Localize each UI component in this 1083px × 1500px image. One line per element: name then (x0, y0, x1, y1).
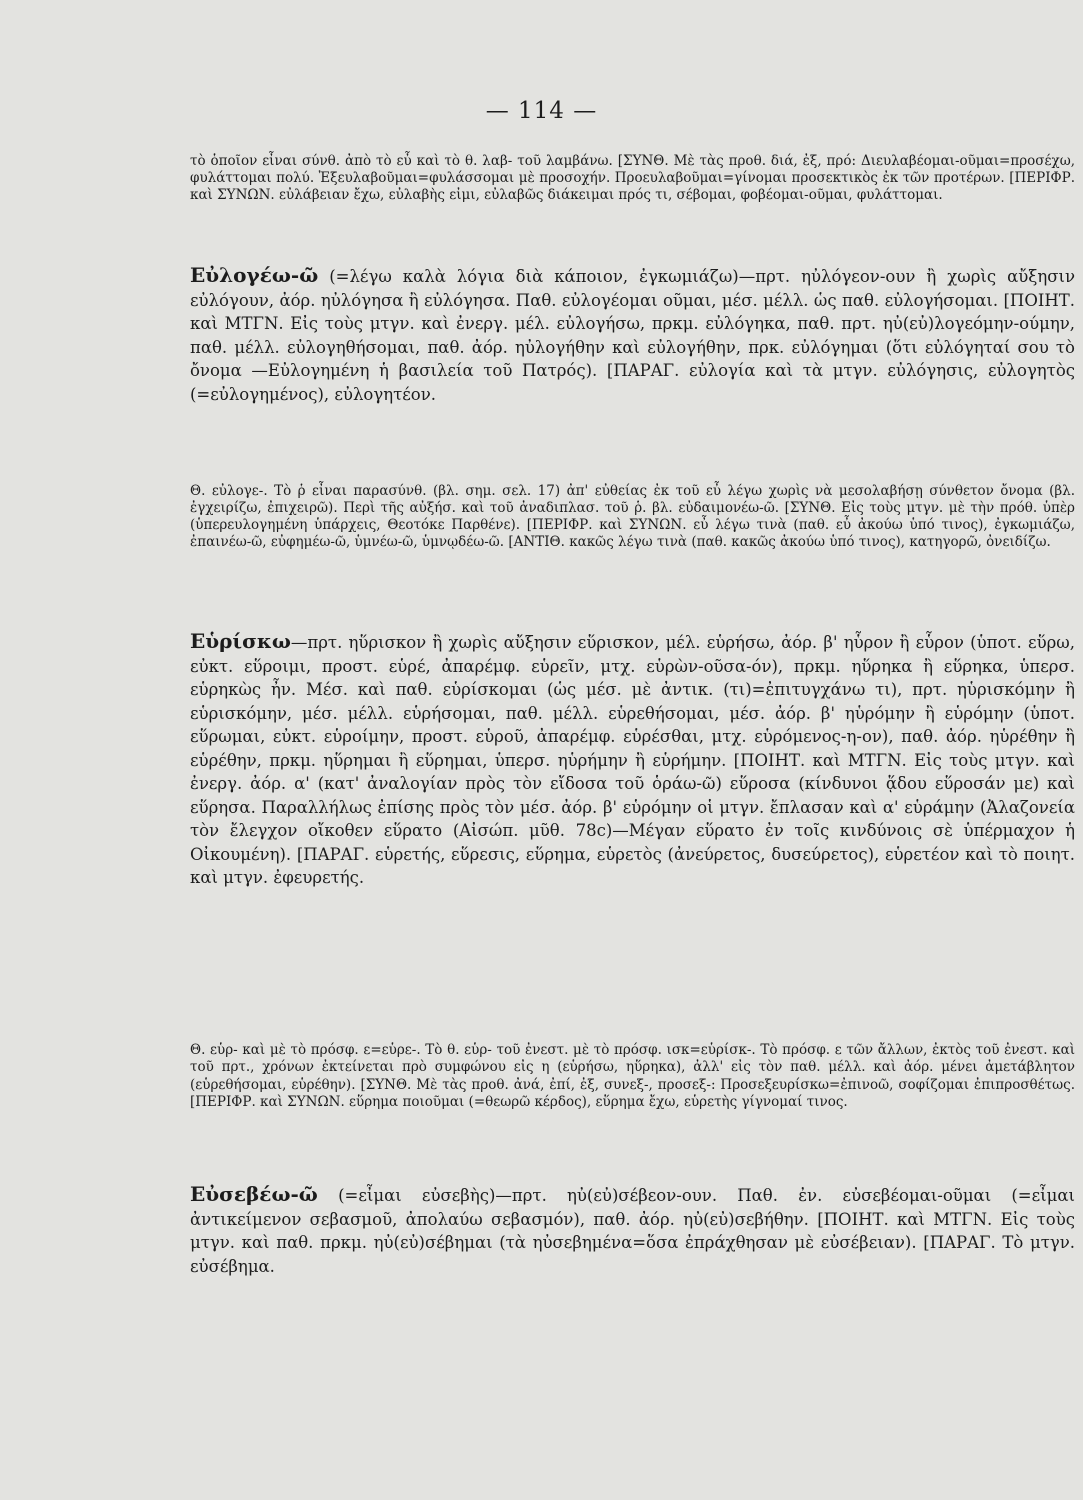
entry-headword: Εὑρίσκω (190, 629, 291, 653)
page-number: — 114 — (485, 98, 598, 124)
entry-paragraph (190, 630, 1075, 890)
note-paragraph (190, 483, 1075, 551)
note-text: Θ. εὐλογε-. Τὸ ῥ εἶναι παρασύνθ. (βλ. σημ. σελ. 17) ἀπ' εὐθείας ἐκ τοῦ εὖ λέγω χωρὶς νὰ μεσολαβήσῃ σύνθετον ὄνομα (βλ. ἐγχειρίζω, ἐπιχειρῶ). Περὶ τῆς αὐξήσ. καὶ τοῦ ἀναδιπλασ. τοῦ ῥ. βλ. εὐδαιμονέω-ῶ. [ΣΥΝΘ. Εἰς τοὺς μτγν. μὲ τὴν πρόθ. ὑπὲρ (ὑπερευλογημένη ὑπάρχεις, Θεοτόκε Παρθένε). [ΠΕΡΙΦΡ. καὶ ΣΥΝΩΝ. εὖ λέγω τινὰ (παθ. εὖ ἀκούω ὑπό τινος), ἐγκωμιάζω, ἐπαινέω-ῶ, εὐφημέω-ῶ, ὑμνέω-ῶ, ὑμνῳδέω-ῶ. [ΑΝΤΙΘ. κακῶς λέγω τινὰ (παθ. κακῶς ἀκούω ὑπό τινος), κατηγορῶ, ὀνειδίζω. (190, 483, 1075, 550)
note-text: Θ. εὑρ- καὶ μὲ τὸ πρόσφ. ε=εὑρε-. Τὸ θ. εὑρ- τοῦ ἐνεστ. μὲ τὸ πρόσφ. ισκ=εὑρίσκ-. Τὸ πρόσφ. ε τῶν ἄλλων, ἐκτὸς τοῦ ἐνεστ. καὶ τοῦ πρτ., χρόνων ἐκτείνεται πρὸ συμφώνου εἰς η (εὑρήσω, ηὕρηκα), ἀλλ' εἰς τὸν παθ. μέλλ. καὶ ἀόρ. μένει ἀμετάβλητον (εὑρεθήσομαι, εὑρέθην). [ΣΥΝΘ. Μὲ τὰς προθ. ἀνά, ἐπί, ἐξ, συνεξ-, προσεξ-: Προσεξευρίσκω=ἐπινοῶ, σοφίζομαι ἐπιπροσθέτως. [ΠΕΡΙΦΡ. καὶ ΣΥΝΩΝ. εὕρημα ποιοῦμαι (=θεωρῶ κέρδος), εὕρημα ἔχω, εὑρετὴς γίγνομαί τινος. (190, 1042, 1075, 1110)
entry-text: (=λέγω καλὰ λόγια διὰ κάποιον, ἐγκωμιάζω)—πρτ. ηὐλόγεον-ουν ἢ χωρὶς αὔξησιν εὐλόγουν, ἀόρ. ηὐλόγησα ἢ εὐλόγησα. Παθ. εὐλογέομαι οῦμαι, μέσ. μέλλ. ὡς παθ. εὐλογήσομαι. [ΠΟΙΗΤ. καὶ ΜΤΓΝ. Εἰς τοὺς μτγν. καὶ ἐνεργ. μέλ. εὐλογήσω, πρκμ. εὐλόγηκα, παθ. πρτ. ηὐ(εὐ)λογεόμην-ούμην, παθ. μέλλ. εὐλογηθήσομαι, παθ. ἀόρ. ηὐλογήθην καὶ εὐλογήθην, πρκ. εὐλόγημαι (ὅτι εὐλόγηταί σου τὸ ὄνομα —Εὐλογημένη ἡ βασιλεία τοῦ Πατρός). [ΠΑΡΑΓ. εὐλογία καὶ τὰ μτγν. εὐλόγησις, εὐλογητὸς (=εὐλογημένος), εὐλογητέον. (190, 267, 1075, 404)
intro-block (190, 153, 1075, 204)
paragraph-text: τὸ ὁποῖον εἶναι σύνθ. ἀπὸ τὸ εὖ καὶ τὸ θ. λαβ- τοῦ λαμβάνω. [ΣΥΝΘ. Μὲ τὰς προθ. διά, ἐξ, πρό: Διευλαβέομαι-οῦμαι=προσέχω, φυλάττομαι πολύ. Ἐξευλαβοῦμαι=φυλάσσομαι μὲ προσοχήν. Προευλαβοῦμαι=γίνομαι προσεκτικὸς ἐκ τῶν προτέρων. [ΠΕΡΙΦΡ. καὶ ΣΥΝΩΝ. εὐλάβειαν ἔχω, εὐλαβὴς εἰμι, εὐλαβῶς διάκειμαι πρός τι, σέβομαι, φοβέομαι-οῦμαι, φυλάττομαι. (190, 153, 1075, 203)
entry-paragraph (190, 264, 1075, 406)
note-paragraph (190, 1042, 1075, 1111)
note-block (190, 1042, 1075, 1111)
entry-paragraph (190, 1183, 1075, 1278)
note-block (190, 483, 1075, 551)
entry-block (190, 1183, 1075, 1278)
entry-block (190, 630, 1075, 890)
entry-text: (=εἶμαι εὐσεβὴς)—πρτ. ηὐ(εὐ)σέβεον-ουν. Παθ. ἐν. εὐσεβέομαι-οῦμαι (=εἶμαι ἀντικείμενον σεβασμοῦ, ἀπολαύω σεβασμόν), παθ. ἀόρ. ηὐ(εὐ)σεβήθην. [ΠΟΙΗΤ. καὶ ΜΤΓΝ. Εἰς τοὺς μτγν. καὶ παθ. πρκμ. ηὐ(εὐ)σέβημαι (τὰ ηὐσεβημένα=ὅσα ἐπράχθησαν μὲ εὐσέβειαν). [ΠΑΡΑΓ. Τὸ μτγν. εὐσέβημα. (190, 1186, 1075, 1276)
entry-headword: Εὐλογέω-ῶ (190, 263, 319, 287)
intro-paragraph (190, 153, 1075, 204)
entry-headword: Εὐσεβέω-ῶ (190, 1182, 318, 1206)
entry-block (190, 264, 1075, 406)
entry-text: —πρτ. ηὕρισκον ἢ χωρὶς αὔξησιν εὕρισκον, μέλ. εὑρήσω, ἀόρ. β' ηὗρον ἢ εὗρον (ὑποτ. εὕρω, εὐκτ. εὕροιμι, προστ. εὑρέ, ἀπαρέμφ. εὑρεῖν, μτχ. εὑρὼν-οῦσα-όν), πρκμ. ηὕρηκα ἢ εὕρηκα, ὑπερσ. εὑρηκὼς ἦν. Μέσ. καὶ παθ. εὑρίσκομαι (ὡς μέσ. μὲ ἀντικ. (τι)=ἐπιτυγχάνω τι), πρτ. ηὑρισκόμην ἢ εὑρισκόμην, μέσ. μέλλ. εὑρήσομαι, παθ. μέλλ. εὑρεθήσομαι, μέσ. ἀόρ. β' ηὑρόμην ἢ εὑρόμην (ὑποτ. εὕρωμαι, εὐκτ. εὑροίμην, προστ. εὑροῦ, ἀπαρέμφ. εὑρέσθαι, μτχ. εὑρόμενος-η-ον), παθ. ἀόρ. ηὑρέθην ἢ εὑρέθην, πρκμ. ηὕρημαι ἢ εὕρημαι, ὑπερσ. ηὑρήμην ἢ εὑρήμην. [ΠΟΙΗΤ. καὶ ΜΤΓΝ. Εἰς τοὺς μτγν. καὶ ἐνεργ. ἀόρ. α' (κατ' ἀναλογίαν πρὸς τὸν εἴδοσα τοῦ ὁράω-ῶ) εὕροσα (κίνδυνοι ᾅδου εὕροσάν με) καὶ εὕρησα. Παραλλήλως ἐπίσης πρὸς τὸν μέσ. ἀόρ. β' εὑρόμην οἱ μτγν. ἔπλασαν καὶ α' εὑράμην (Ἀλαζονεία τὸν ἔλεγχον οἴκοθεν εὕρατο (Αἰσώπ. μῦθ. 78c)—Μέγαν εὕρατο ἐν τοῖς κινδύνοις σὲ ὑπέρμαχον ἡ Οἰκουμένη). [ΠΑΡΑΓ. εὑρετής, εὕρεσις, εὕρημα, εὑρετὸς (ἀνεύρετος, δυσεύρετος), εὑρετέον καὶ τὸ ποιητ. καὶ μτγν. ἐφευρετής. (190, 633, 1075, 887)
